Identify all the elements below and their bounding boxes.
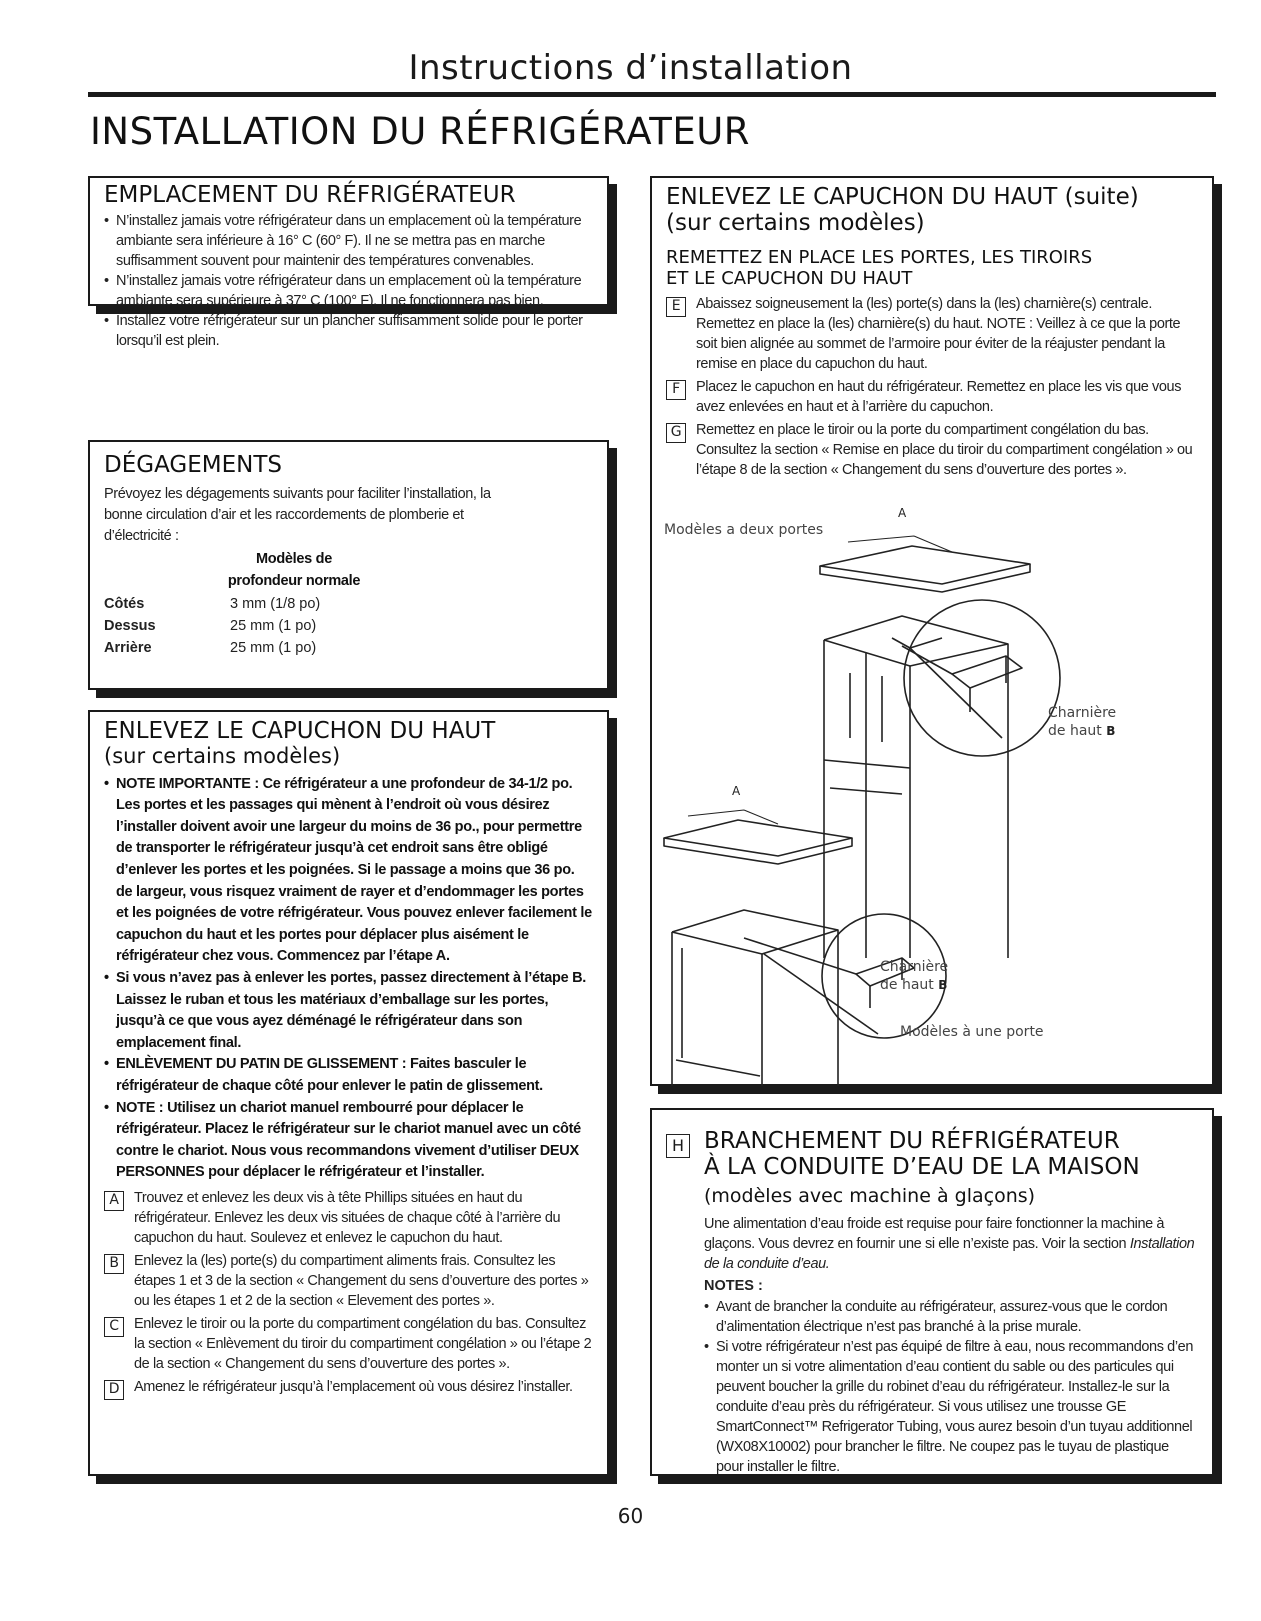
two-door-cabinet: [824, 616, 1008, 958]
marker-b: B: [1106, 724, 1116, 738]
section-title: Instructions d’installation: [408, 48, 853, 88]
step-f: [666, 377, 1198, 417]
one-door-cabinet: [672, 910, 838, 1088]
step-c: [104, 1314, 593, 1374]
table-row: [104, 615, 320, 637]
step-letter: B: [104, 1254, 124, 1274]
step-letter: H: [666, 1134, 690, 1158]
step-text: Enlevez la (les) porte(s) du compartiment aliments frais. Consultez les étapes 1 et 3 de la section « Changement du sens d’ouverture des portes » ou les étapes 1 et 2 de la section « Elevement des portes ».: [134, 1252, 589, 1309]
row-label: Côtés: [104, 595, 145, 612]
emplacement-list: [104, 211, 593, 351]
hinge-label-line: Charnière: [880, 959, 949, 975]
hinge-label-two-door: [1048, 704, 1116, 740]
list-item: • Avant de brancher la conduite au réfrigérateur, assurez-vous que le cordon d’alimentation électrique n’est pas branché à la prise murale.: [704, 1297, 1198, 1337]
hinge-detail-circle: [904, 600, 1060, 756]
step-text: Trouvez et enlevez les deux vis à tête Phillips situées en haut du réfrigérateur. Enlevez les deux vis situées de chaque côté à l’arrière du capuchon du haut. Soulevez et enlevez le capuchon du haut.: [134, 1189, 561, 1246]
intro-text: Une alimentation d’eau froide est requise pour faire fonctionner la machine à glaçons. Vous devrez en fournir une si elle n’existe pas. Voir la section: [704, 1215, 1165, 1252]
row-label: Dessus: [104, 617, 156, 634]
table-row: [104, 593, 320, 615]
header-rule: [88, 92, 1216, 97]
hinge-label-line: [1048, 722, 1116, 740]
row-value: 25 mm (1 po): [230, 639, 317, 656]
list-item: • NOTE IMPORTANTE : Ce réfrigérateur a une profondeur de 34-1/2 po. Les portes et les passages qui mènent à l’endroit où vous désirez l’installer doivent avoir une largeur du moins de 36 po., pour permettre de transporter le réfrigérateur jusqu’à cet endroit sans être obligé d’enlever les portes et les poignées. Si le passage a moins que 36 po. de largeur, vous risquez vraiment de rayer et d’endommager les portes et les poignées de votre réfrigérateur. Vous pouvez enlever facilement le capuchon du haut et les portes pour déplacer plus aisément le réfrigérateur chez vous. Commencez par l’étape A.: [104, 774, 593, 968]
capuchon-suite-box: [650, 176, 1214, 1086]
row-label: Arrière: [104, 639, 152, 656]
step-letter: G: [666, 423, 686, 443]
marker-a-bottom: A: [732, 784, 741, 798]
step-e: [666, 294, 1198, 374]
hinge-label-text: de haut: [880, 977, 934, 993]
column-header-line: profondeur normale: [227, 573, 361, 590]
reinstall-heading: [666, 247, 1198, 290]
marker-a-top: A: [898, 506, 907, 520]
page-number: 60: [617, 1504, 644, 1528]
step-letter: A: [104, 1191, 124, 1211]
refrigerator-illustration: [652, 498, 1216, 1088]
emplacement-box: [88, 176, 609, 350]
hinge-label-text: de haut: [1048, 723, 1102, 739]
clearance-column-header: [104, 549, 364, 592]
capuchon-steps: [104, 1188, 593, 1397]
step-a: [104, 1188, 593, 1248]
label-two-door: Modèles a deux portes: [664, 522, 824, 538]
list-item: • Si votre réfrigérateur n’est pas équipé de filtre à eau, nous recommandons d’en monter un si votre alimentation d’eau contient du sable ou des particules qui peuvent boucher la grille du robinet d’eau du réfrigérateur. Installez-le sur la conduite d’eau près du réfrigérateur. Si vous utilisez une trousse GE SmartConnect™ Refrigerator Tubing, vous aurez besoin d’un tuyau additionnel (WX08X10002) pour brancher le filtre. Ne coupez pas le tuyau de plastique pour installer le filtre.: [704, 1337, 1198, 1477]
step-text: Abaissez soigneusement la (les) porte(s) dans la (les) charnière(s) centrale. Remettez en place la (les) charnière(s) du haut. NOTE : Veillez à ce que la porte soit bien alignée au sommet de l’armoire pour éviter de la réajuster pendant la remise en place du capuchon du haut.: [696, 296, 1181, 373]
top-cap-edge: [820, 564, 1030, 592]
branchement-title-line: À LA CONDUITE D’EAU DE LA MAISON: [704, 1154, 1140, 1181]
row-value: 25 mm (1 po): [230, 617, 317, 634]
marker-b: B: [938, 978, 948, 992]
column-header-line: Modèles de: [256, 551, 332, 568]
capuchon-suite-title: ENLEVEZ LE CAPUCHON DU HAUT (suite): [666, 184, 1139, 210]
reinstall-heading-line: REMETTEZ EN PLACE LES PORTES, LES TIROIRS: [666, 246, 1093, 268]
capuchon-list: [104, 774, 593, 1184]
list-item: • N’installez jamais votre réfrigérateur dans un emplacement où la température ambiante sera supérieure à 37° C (100° F). Il ne fonctionnera pas bien.: [104, 271, 593, 311]
degagements-intro: Prévoyez les dégagements suivants pour faciliter l’installation, la bonne circulation d’air et les raccordements de plomberie et d’électricité :: [104, 486, 491, 545]
step-text: Amenez le réfrigérateur jusqu’à l’emplacement où vous désirez l’installer.: [134, 1378, 573, 1395]
list-item: • NOTE : Utilisez un chariot manuel rembourré pour déplacer le réfrigérateur. Placez le réfrigérateur sur le chariot manuel avec un côté contre le chariot. Nous vous recommandons vivement d’utiliser DEUX PERSONNES pour déplacer le réfrigérateur et l’installer.: [104, 1098, 593, 1184]
list-item: • Installez votre réfrigérateur sur un plancher suffisamment solide pour le porter lorsqu’il est plein.: [104, 311, 593, 351]
step-letter: E: [666, 297, 686, 317]
branchement-box: [650, 1108, 1214, 1476]
capuchon-box: [88, 710, 609, 1476]
clearance-table: [104, 593, 320, 659]
step-letter: D: [104, 1380, 124, 1400]
reinstall-heading-line: ET LE CAPUCHON DU HAUT: [666, 268, 913, 290]
degagements-title: DÉGAGEMENTS: [104, 452, 282, 478]
step-g: [666, 420, 1198, 480]
step-b: [104, 1251, 593, 1311]
page-title: INSTALLATION DU RÉFRIGÉRATEUR: [90, 110, 750, 153]
intro-reference: Installation de la conduite d’eau.: [704, 1235, 1195, 1272]
notes-list: [704, 1297, 1198, 1477]
step-text: Enlevez le tiroir ou la porte du compartiment congélation du bas. Consultez la section « Enlèvement du tiroir du compartiment congélation » ou l’étape 2 de la section « Changement du sens d’ouverture des portes ».: [134, 1315, 592, 1372]
step-text: Remettez en place le tiroir ou la porte du compartiment congélation du bas. Consultez la section « Remise en place du tiroir du compartiment congélation » ou l’étape 8 de la section « Changement du sens d’ouverture des portes ».: [696, 422, 1193, 479]
step-letter: F: [666, 380, 686, 400]
list-item: • Si vous n’avez pas à enlever les portes, passez directement à l’étape B. Laissez le ruban et tous les matériaux d’emballage sur les portes, jusqu’à ce que vous ayez déménagé le réfrigérateur dans son emplacement final.: [104, 968, 593, 1054]
degagements-box: [88, 440, 609, 690]
hinge-label-line: Charnière: [1048, 705, 1117, 721]
step-text: Placez le capuchon en haut du réfrigérateur. Remettez en place les vis que vous avez enlevées en haut et à l’arrière du capuchon.: [696, 379, 1182, 416]
emplacement-title: EMPLACEMENT DU RÉFRIGÉRATEUR: [104, 182, 516, 208]
branchement-heading: [666, 1128, 1198, 1477]
branchement-intro: [704, 1214, 1198, 1274]
capuchon-subtitle: (sur certains modèles): [104, 744, 341, 769]
capuchon-suite-subtitle: (sur certains modèles): [666, 210, 925, 237]
step-letter: C: [104, 1317, 124, 1337]
hinge-label-one-door: [880, 958, 948, 994]
hinge-label-line: [880, 976, 948, 994]
branchement-subtitle: (modèles avec machine à glaçons): [704, 1184, 1036, 1207]
label-one-door: Modèles à une porte: [900, 1024, 1044, 1040]
reinstall-steps: [666, 294, 1198, 480]
row-value: 3 mm (1/8 po): [230, 595, 321, 612]
table-row: [104, 637, 320, 659]
capuchon-title: ENLEVEZ LE CAPUCHON DU HAUT: [104, 718, 496, 744]
list-item: • N’installez jamais votre réfrigérateur dans un emplacement où la température ambiante sera inférieure à 16° C (60° F). Il ne se mettra pas en marche suffisamment souvent pour maintenir des températures convenables.: [104, 211, 593, 271]
step-d: [104, 1377, 593, 1397]
branchement-title-line: BRANCHEMENT DU RÉFRIGÉRATEUR: [704, 1128, 1120, 1154]
notes-label: NOTES :: [704, 1277, 763, 1294]
list-item: • ENLÈVEMENT DU PATIN DE GLISSEMENT : Faites basculer le réfrigérateur de chaque côté pour enlever le patin de glissement.: [104, 1054, 593, 1097]
